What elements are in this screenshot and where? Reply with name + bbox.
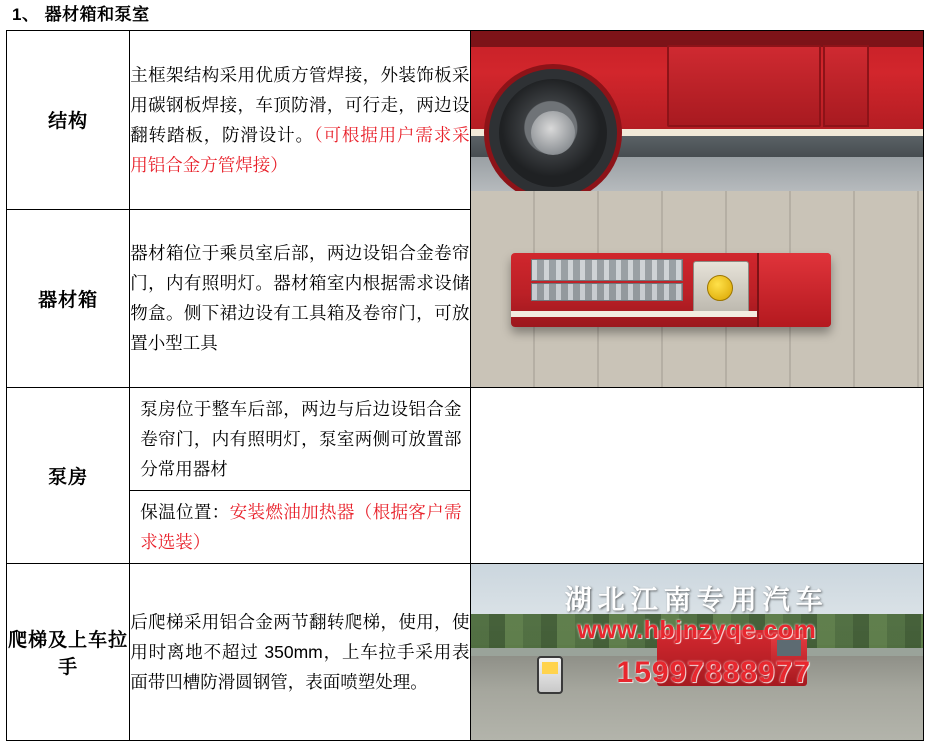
truck-side-panel-photo [471,31,923,191]
roof-ladder-lower [531,283,683,301]
desc-text-black: 后爬梯采用铝合金两节翻转爬梯，使用，使用时离地不超过 350mm，上车拉手采用表面带凹槽防滑圆钢管，表面喷塑处理。 [130,612,470,692]
row-label-ladder-handrail: 爬梯及上车拉手 [7,564,130,741]
roof-ladder-upper [531,259,683,281]
row-label-structure: 结构 [7,31,130,210]
insulation-text-red: 安装燃油加热器（根据客户需求选装） [140,502,462,552]
image-cell-middle [470,388,923,564]
roller-door-panel-small [823,45,869,127]
truck-top-view-photo [471,191,923,387]
pump-room-insulation-block [130,491,469,563]
row-desc-ladder-handrail [130,564,470,741]
watermark-website-url: www.hbjnzyqe.com [577,616,817,644]
image-cell-top [470,31,923,388]
truck-top-body [511,253,831,327]
watermark-company-name: 湖北江南专用汽车 [564,585,829,615]
specification-table [6,30,924,741]
table-row [7,388,924,564]
roller-door-panel [667,45,821,127]
page-title: 1、 器材箱和泵室 [12,5,150,24]
wheel-hub [531,111,575,155]
row-label-equipment-box: 器材箱 [7,209,130,388]
watermark-phone-number: 15997888977 [616,656,812,689]
row-desc-structure [130,31,470,210]
pump-room-main-text-block [130,388,469,491]
row-desc-equipment-box [130,209,470,388]
truck-road-photo [471,564,923,740]
desc-text-red: （可根据用户需求采用铝合金方管焊接） [130,124,470,175]
row-desc-pump-room [130,388,470,564]
image-cell-bottom [470,564,923,741]
desc-text-black: 器材箱位于乘员室后部，两边设铝合金卷帘门，内有照明灯。器材箱室内根据需求设储物盒。侧下裙边设有工具箱及卷帘门，可放置小型工具 [130,243,470,354]
roof-yellow-cap [707,275,733,301]
truck-cab-top [757,253,831,327]
table-row [7,31,924,210]
row-label-pump-room: 泵房 [7,388,130,564]
desc-text-black: 泵房位于整车后部，两边与后边设铝合金卷帘门，内有照明灯，泵室两侧可放置部分常用器材 [140,399,462,479]
insulation-label: 保温位置： [140,502,230,522]
roof-stripe [511,311,759,317]
desc-text-black: 主框架结构采用优质方管焊接，外装饰板采用碳钢板焊接，车顶防滑，可行走，两边设翻转踏板，防滑设计。 [130,64,470,145]
table-row [7,564,924,741]
